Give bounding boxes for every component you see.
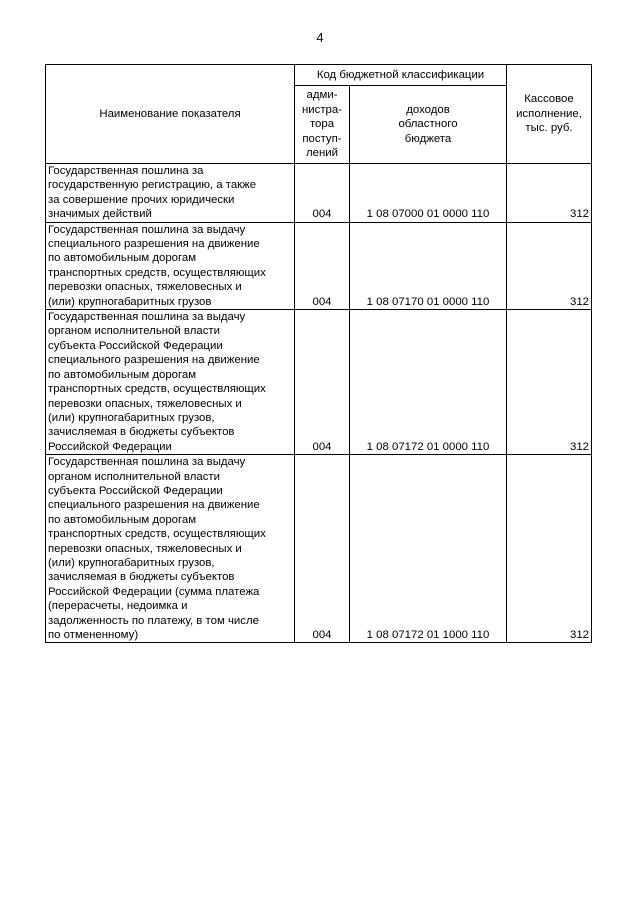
row-indicator-name — [46, 310, 295, 455]
row-indicator-name-text: Государственная пошлина за выдачу специального разрешения на движение по автомобильным дорогам транспортных средств, осуществляющих перевозки опасных, тяжеловесных и (или) крупногабаритных грузов — [48, 223, 266, 308]
row-admin-code: 004 — [295, 164, 350, 223]
row-cash-amount: 312 — [507, 455, 592, 643]
row-indicator-name-text: Государственная пошлина за выдачу органом исполнительной власти субъекта Российской Федерации специального разрешения на движение по автомобильным дорогам транспортных средств, осуществляющих перевозки опасных, тяжеловесных и (или) крупногабаритных грузов, зачисляемая в бюджеты субъектов Российской Федерации — [48, 311, 266, 453]
row-indicator-name-text: Государственная пошлина за выдачу органом исполнительной власти субъекта Российской Федерации специального разрешения на движение по автомобильным дорогам транспортных средств, осуществляющих перевозки опасных, тяжеловесных и (или) крупногабаритных грузов, зачисляемая в бюджеты субъектов Российской Федерации (сумма платежа (перерасчеты, недоимка и задолженность по платежу, в том числе по отмененному) — [48, 456, 266, 641]
header-regional-budget-revenue-text: доходов областного бюджета — [398, 103, 458, 145]
table-row — [46, 455, 592, 643]
table-row — [46, 222, 592, 309]
row-cash-amount: 312 — [507, 222, 592, 309]
header-revenue-administrator — [295, 86, 350, 164]
header-row-top — [46, 65, 592, 86]
table-row — [46, 310, 592, 455]
header-cash-execution-text: Кассовое исполнение, тыс. руб. — [516, 93, 582, 135]
table-row — [46, 164, 592, 223]
table-body — [46, 164, 592, 643]
header-regional-budget-revenue — [350, 86, 507, 164]
row-revenue-code: 1 08 07172 01 0000 110 — [350, 310, 507, 455]
page-number: 4 — [316, 30, 324, 45]
header-budget-classification-code: Код бюджетной классификации — [295, 65, 507, 86]
row-admin-code: 004 — [295, 310, 350, 455]
budget-execution-table — [45, 64, 592, 643]
header-cash-execution — [507, 65, 592, 164]
row-admin-code: 004 — [295, 222, 350, 309]
row-admin-code: 004 — [295, 455, 350, 643]
row-indicator-name — [46, 222, 295, 309]
header-indicator-name: Наименование показателя — [46, 65, 295, 164]
row-indicator-name — [46, 164, 295, 223]
row-revenue-code: 1 08 07170 01 0000 110 — [350, 222, 507, 309]
row-indicator-name-text: Государственная пошлина за государственную регистрацию, а также за совершение прочих юридически значимых действий — [48, 165, 257, 221]
row-indicator-name — [46, 455, 295, 643]
table-header — [46, 65, 592, 164]
row-revenue-code: 1 08 07172 01 1000 110 — [350, 455, 507, 643]
row-revenue-code: 1 08 07000 01 0000 110 — [350, 164, 507, 223]
row-cash-amount: 312 — [507, 310, 592, 455]
row-cash-amount: 312 — [507, 164, 592, 223]
header-revenue-administrator-text: адми- нистра- тора поступ- лений — [301, 89, 343, 160]
